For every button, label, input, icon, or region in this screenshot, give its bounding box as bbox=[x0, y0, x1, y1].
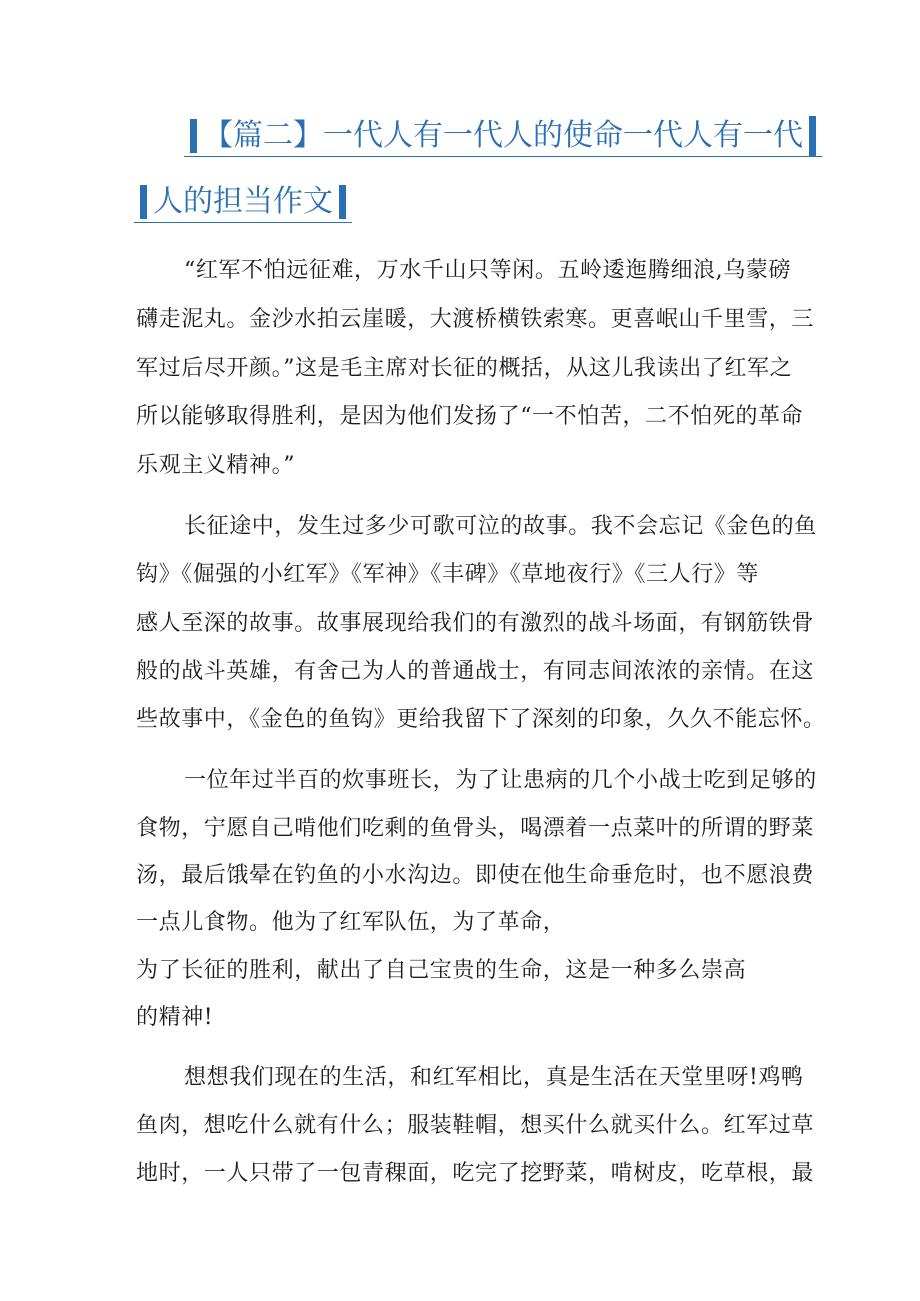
document-title-line-2 bbox=[134, 182, 352, 223]
body-line: 一位年过半百的炊事班长，为了让患病的几个小战士吃到足够的 bbox=[184, 768, 817, 793]
body-line: 长征途中，发生过多少可歌可泣的故事。我不会忘记《金色的鱼 bbox=[184, 514, 817, 539]
title-marker-right-2 bbox=[339, 185, 346, 219]
body-line: 想想我们现在的生活，和红军相比，真是生活在天堂里呀!鸡鸭 bbox=[184, 1065, 804, 1090]
body-line: “红军不怕远征难，万水千山只等闲。五岭逶迤腾细浪,乌蒙磅 bbox=[184, 258, 792, 283]
body-line: 军过后尽开颜。”这是毛主席对长征的概括，从这儿我读出了红军之 bbox=[136, 356, 793, 381]
title-text-1: 【篇二】一代人有一代人的使命一代人有一代 bbox=[203, 118, 803, 153]
title-marker-left bbox=[190, 119, 197, 153]
body-line: 的精神! bbox=[136, 1005, 214, 1030]
title-text-2: 人的担当作文 bbox=[153, 184, 333, 219]
body-line: 些故事中，《金色的鱼钩》更给我留下了深刻的印象，久久不能忘怀。 bbox=[136, 707, 826, 732]
body-line: 感人至深的故事。故事展现给我们的有激烈的战斗场面，有钢筋铁骨 bbox=[136, 611, 815, 636]
title-marker-right bbox=[809, 116, 816, 156]
body-line: 所以能够取得胜利，是因为他们发扬了“一不怕苦，二不怕死的革命 bbox=[136, 404, 804, 429]
body-line: 为了长征的胜利，献出了自己宝贵的生命，这是一种多么崇高 bbox=[136, 958, 747, 983]
title-marker-left-2 bbox=[140, 185, 147, 219]
document-title-line-1 bbox=[184, 116, 822, 157]
body-line: 钩》《倔强的小红军》《军神》《丰碑》《草地夜行》《三人行》等 bbox=[136, 562, 760, 587]
body-line: 食物，宁愿自己啃他们吃剩的鱼骨头，喝漂着一点菜叶的所谓的野菜 bbox=[136, 816, 815, 841]
body-line: 地时，一人只带了一包青稞面，吃完了挖野菜，啃树皮，吃草根，最 bbox=[136, 1161, 815, 1186]
body-line: 一点儿食物。他为了红军队伍，为了革命， bbox=[136, 910, 566, 935]
body-line: 乐观主义精神。” bbox=[136, 453, 296, 478]
body-line: 礴走泥丸。金沙水拍云崖暖，大渡桥横铁索寒。更喜岷山千里雪，三 bbox=[136, 307, 815, 332]
body-line: 鱼肉，想吃什么就有什么；服装鞋帽，想买什么就买什么。红军过草 bbox=[136, 1113, 815, 1138]
body-line: 般的战斗英雄，有舍己为人的普通战士，有同志间浓浓的亲情。在这 bbox=[136, 659, 815, 684]
body-line: 汤，最后饿晕在钓鱼的小水沟边。即使在他生命垂危时，也不愿浪费 bbox=[136, 863, 815, 888]
